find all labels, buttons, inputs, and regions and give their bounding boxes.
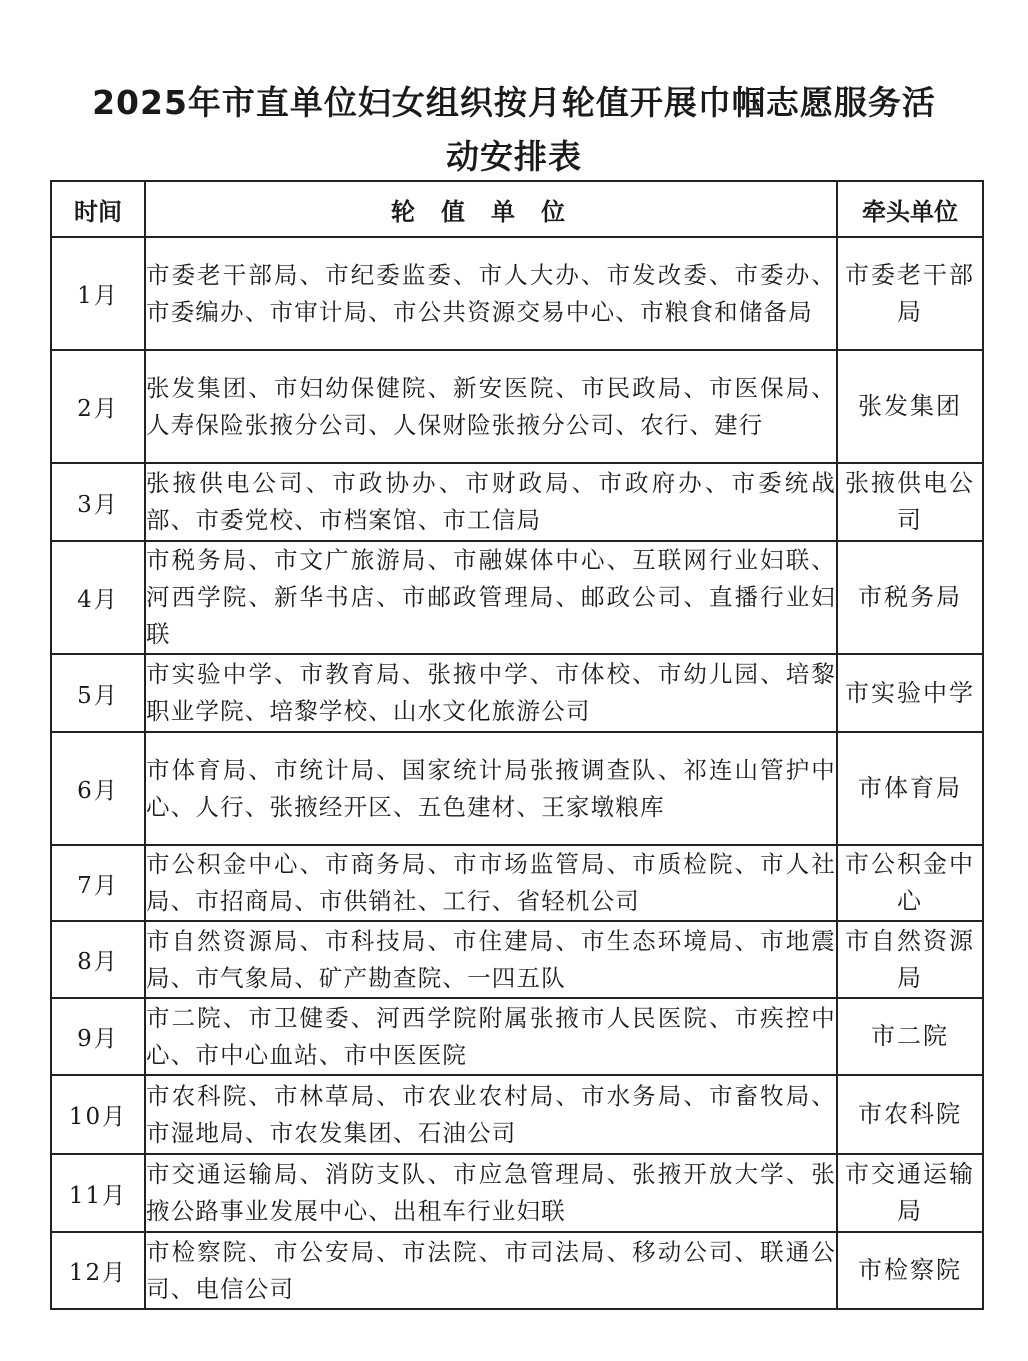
units-cell: 市体育局、市统计局、国家统计局张掖调查队、祁连山管护中心、人行、张掖经开区、五色建材、王家墩粮库: [145, 732, 837, 845]
units-cell: 市交通运输局、消防支队、市应急管理局、张掖开放大学、张掖公路事业发展中心、出租车行业妇联: [145, 1154, 837, 1232]
month-cell: 6月: [51, 732, 145, 845]
header-month: 时间: [51, 181, 145, 237]
schedule-table: [50, 180, 984, 1310]
month-cell: 11月: [51, 1154, 145, 1232]
table-row: [51, 350, 983, 463]
table-row: [51, 463, 983, 541]
table-row: [51, 1075, 983, 1154]
lead-cell: 市税务局: [837, 541, 983, 654]
lead-cell: 市实验中学: [837, 654, 983, 732]
units-cell: 市检察院、市公安局、市法院、市司法局、移动公司、联通公司、电信公司: [145, 1232, 837, 1309]
lead-cell: 市农科院: [837, 1075, 983, 1154]
lead-cell: 市二院: [837, 998, 983, 1075]
month-cell: 8月: [51, 921, 145, 998]
month-cell: 1月: [51, 237, 145, 350]
table-row: [51, 237, 983, 350]
month-cell: 7月: [51, 845, 145, 921]
document-title: [40, 76, 988, 184]
units-cell: 市公积金中心、市商务局、市市场监管局、市质检院、市人社局、市招商局、市供销社、工行、省轻机公司: [145, 845, 837, 921]
month-cell: 4月: [51, 541, 145, 654]
month-cell: 12月: [51, 1232, 145, 1309]
title-line-1: 2025年市直单位妇女组织按月轮值开展巾帼志愿服务活: [92, 83, 936, 122]
lead-cell: 市公积金中心: [837, 845, 983, 921]
table-row: [51, 1154, 983, 1232]
lead-cell: 市委老干部局: [837, 237, 983, 350]
lead-cell: 张掖供电公司: [837, 463, 983, 541]
header-lead: 牵头单位: [837, 181, 983, 237]
units-cell: 市自然资源局、市科技局、市住建局、市生态环境局、市地震局、市气象局、矿产勘查院、一四五队: [145, 921, 837, 998]
table-header-row: [51, 181, 983, 237]
header-units: 轮值单位: [145, 181, 837, 237]
table-row: [51, 998, 983, 1075]
units-cell: 市税务局、市文广旅游局、市融媒体中心、互联网行业妇联、河西学院、新华书店、市邮政管理局、邮政公司、直播行业妇联: [145, 541, 837, 654]
table-row: [51, 541, 983, 654]
month-cell: 9月: [51, 998, 145, 1075]
month-cell: 3月: [51, 463, 145, 541]
table-row: [51, 845, 983, 921]
title-line-2: 动安排表: [446, 137, 582, 176]
units-cell: 市农科院、市林草局、市农业农村局、市水务局、市畜牧局、市湿地局、市农发集团、石油公司: [145, 1075, 837, 1154]
month-cell: 10月: [51, 1075, 145, 1154]
lead-cell: 市体育局: [837, 732, 983, 845]
units-cell: 市实验中学、市教育局、张掖中学、市体校、市幼儿园、培黎职业学院、培黎学校、山水文化旅游公司: [145, 654, 837, 732]
units-cell: 市二院、市卫健委、河西学院附属张掖市人民医院、市疾控中心、市中心血站、市中医医院: [145, 998, 837, 1075]
table-row: [51, 654, 983, 732]
table-row: [51, 921, 983, 998]
units-cell: 张发集团、市妇幼保健院、新安医院、市民政局、市医保局、人寿保险张掖分公司、人保财险张掖分公司、农行、建行: [145, 350, 837, 463]
table-row: [51, 732, 983, 845]
lead-cell: 市检察院: [837, 1232, 983, 1309]
month-cell: 2月: [51, 350, 145, 463]
units-cell: 张掖供电公司、市政协办、市财政局、市政府办、市委统战部、市委党校、市档案馆、市工信局: [145, 463, 837, 541]
units-cell: 市委老干部局、市纪委监委、市人大办、市发改委、市委办、市委编办、市审计局、市公共资源交易中心、市粮食和储备局: [145, 237, 837, 350]
month-cell: 5月: [51, 654, 145, 732]
lead-cell: 张发集团: [837, 350, 983, 463]
lead-cell: 市交通运输局: [837, 1154, 983, 1232]
table-row: [51, 1232, 983, 1309]
lead-cell: 市自然资源局: [837, 921, 983, 998]
